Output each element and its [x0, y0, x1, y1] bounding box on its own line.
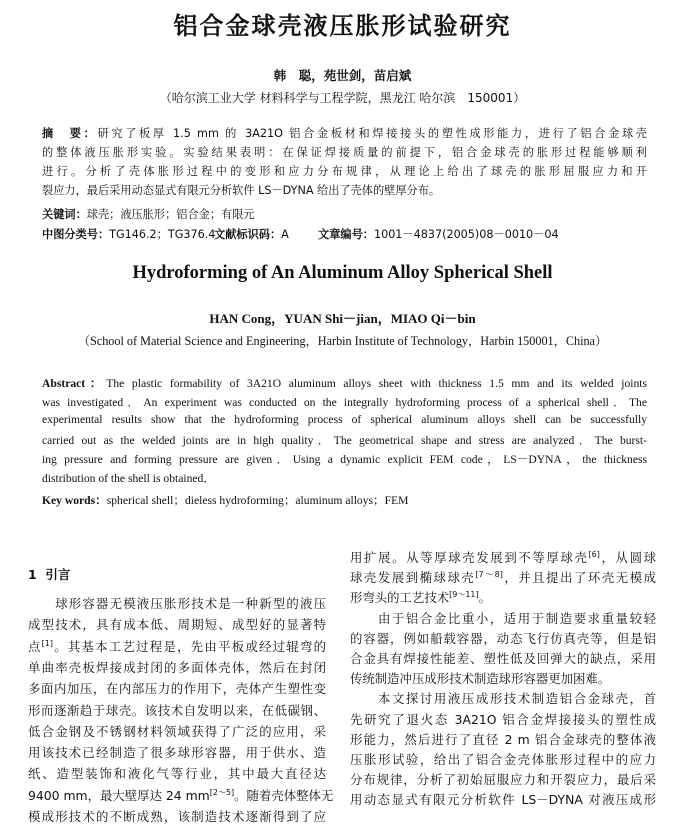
- authors-en: HAN Cong，YUAN Shi－jian，MIAO Qi－bin: [209, 311, 476, 326]
- keywords-cn-text: 球壳；液压胀形；铝合金；有限元: [86, 208, 255, 221]
- abstract-en-line-2: was investigated．An experiment was conducted on the integrally hydroforming process of a spherical shell．The: [42, 396, 647, 409]
- section-heading: [28, 565, 70, 583]
- left-column-line: 单曲率壳板焊接成封闭的多面体壳体，然后在封闭: [28, 659, 326, 675]
- left-column-line: 9400 mm，最大壁厚达 24 mm[2～5]。随着壳体整体无: [28, 787, 334, 803]
- right-column-line: 用扩展。从等厚球壳发展到不等厚球壳[6]，从圆球: [350, 550, 656, 565]
- right-column-line: 由于铝合金比重小，适用于制造要求重量较轻: [350, 610, 656, 626]
- abstract-cn: [42, 125, 647, 255]
- keywords-en-label: Key words：: [42, 494, 107, 507]
- citation: [7～8]: [475, 570, 503, 580]
- right-column-line: 用动态显式有限元分析软件 LS－DYNA 对液压成形: [350, 792, 656, 808]
- abstract-cn-line-4: 裂应力，最后采用动态显式有限元分析软件 LS－DYNA 给出了壳体的壁厚分布。: [42, 184, 441, 197]
- paper-title-cn: 铝合金球壳液压胀形试验研究: [173, 12, 512, 40]
- body-column-left: [28, 560, 334, 824]
- left-column-line: 成型技术，具有成本低、周期短、成型好的显著特: [28, 617, 326, 633]
- right-column-line: 形能力，然后进行了直径 2 m 铝合金球壳的整体液: [350, 731, 656, 747]
- citation: [9～11]: [449, 590, 479, 600]
- section-title: 引言: [45, 567, 71, 582]
- right-column-line: 本文探讨用液压成形技术制造铝合金球壳，首: [350, 691, 656, 707]
- citation: [2～5]: [209, 787, 235, 797]
- affiliation-cn: （哈尔滨工业大学 材料科学与工程学院，黑龙江 哈尔滨 150001）: [159, 91, 526, 105]
- keywords-en: [42, 492, 408, 508]
- right-column-line: 传统制造冲压成形技术制造球形容器更加困难。: [350, 671, 611, 687]
- abstract-cn-line-2: 的整体液压胀形实验。实验结果表明：在保证焊接质量的前提下，铝合金球壳的胀形过程能够顺利: [42, 146, 647, 159]
- right-column-line: 的容器，例如船载容器，动态飞行仿真壳等，但是铝: [350, 630, 656, 646]
- abstract-en-label: Abstract：: [42, 377, 107, 390]
- right-column-line: 先研究了退火态 3A21O 铝合金焊接接头的塑性成: [350, 711, 656, 727]
- right-column-line: 压胀形试验，给出了铝合金壳体胀形过程中的应力: [350, 752, 656, 767]
- left-column-line: 形而逐渐趋于球壳。该技术自发明以来，在低碳钢、: [28, 702, 326, 718]
- left-column-line: 纸、造型装饰和液化气等行业，其中最大直径达: [28, 766, 326, 782]
- keywords-en-text: spherical shell；dieless hydroforming；aluminum alloys；FEM: [106, 494, 409, 507]
- right-column-line: 球壳发展到椭球球壳[7～8]，并且提出了环壳无模成: [350, 570, 657, 586]
- abstract-cn-label: 摘 要：: [42, 127, 98, 140]
- right-column-line: 形弯头的工艺技术[9～11]。: [350, 590, 492, 606]
- body-column-right: [350, 548, 658, 810]
- left-column-line: 球形容器无模液压胀形技术是一种新型的液压: [28, 596, 326, 611]
- right-column-line: 分布规律，分析了初始屈服应力和开裂应力，最后采: [350, 772, 656, 788]
- paper-title-en: Hydroforming of An Aluminum Alloy Spherical Shell: [132, 263, 553, 283]
- affiliation-en: （School of Material Science and Engineering，Harbin Institute of Technology，Harbin 150001，China）: [77, 334, 608, 348]
- abstract-en-line-3: experimental results show that the hydroforming process of spherical aluminum alloys shell can be successfully: [42, 413, 647, 426]
- authors-cn: 韩 聪，苑世剑，苗启斌: [273, 68, 412, 83]
- abstract-cn-line-1: 摘 要：研究了板厚 1.5 mm 的 3A21O 铝合金板材和焊接接头的塑性成形能力，进行了铝合金球壳: [42, 127, 647, 140]
- right-column-line: 合金具有焊接性能差、塑性低及回弹大的缺点，采用: [350, 651, 656, 666]
- left-column-line: 点[1]。其基本工艺过程是，先由平板或经过辊弯的: [28, 638, 327, 654]
- left-column-line: 低合金钢及不锈钢材料领域获得了广泛的应用，采: [28, 723, 326, 739]
- citation: [1]: [41, 638, 53, 648]
- keywords-cn-label: 关键词：: [42, 208, 87, 221]
- abstract-en-line-5: ing pressure and forming pressure are given．Using a dynamic explicit FEM code，LS－DYNA，the thickness: [42, 453, 647, 466]
- abstract-en-line-1: Abstract：The plastic formability of 3A21O aluminum alloys sheet with thickness 1.5 mm and its welded joints: [42, 377, 647, 390]
- abstract-en: [42, 375, 647, 515]
- abstract-cn-line-3: 进行。分析了壳体胀形过程中的变形和应力分布规律，从理论上给出了球壳的胀形屈服应力和开: [42, 165, 647, 178]
- citation: [6]: [588, 550, 600, 559]
- article-number: 文章编号：1001－4837(2005)08－0010－04: [318, 228, 559, 241]
- left-column-line: 模成形技术的不断成熟，该制造技术逐渐得到了应: [28, 809, 326, 824]
- keywords-cn: [42, 206, 255, 222]
- left-column-line: 多面内加压，在内部压力的作用下，壳体产生塑性变: [28, 681, 326, 697]
- section-number: 1: [28, 567, 37, 582]
- clc-number: 中图分类号：TG146.2；TG376.4: [42, 228, 216, 241]
- abstract-en-line-6: distribution of the shell is obtained．: [42, 472, 215, 485]
- document-code: 文献标识码：A: [214, 228, 289, 241]
- left-column-line: 用该技术已经制造了很多球形容器，用于供水、造: [28, 745, 326, 761]
- abstract-en-line-4: carried out as the welded joints are in high quality．The geometrical shape and stress are analyzed．The burst-: [42, 434, 647, 447]
